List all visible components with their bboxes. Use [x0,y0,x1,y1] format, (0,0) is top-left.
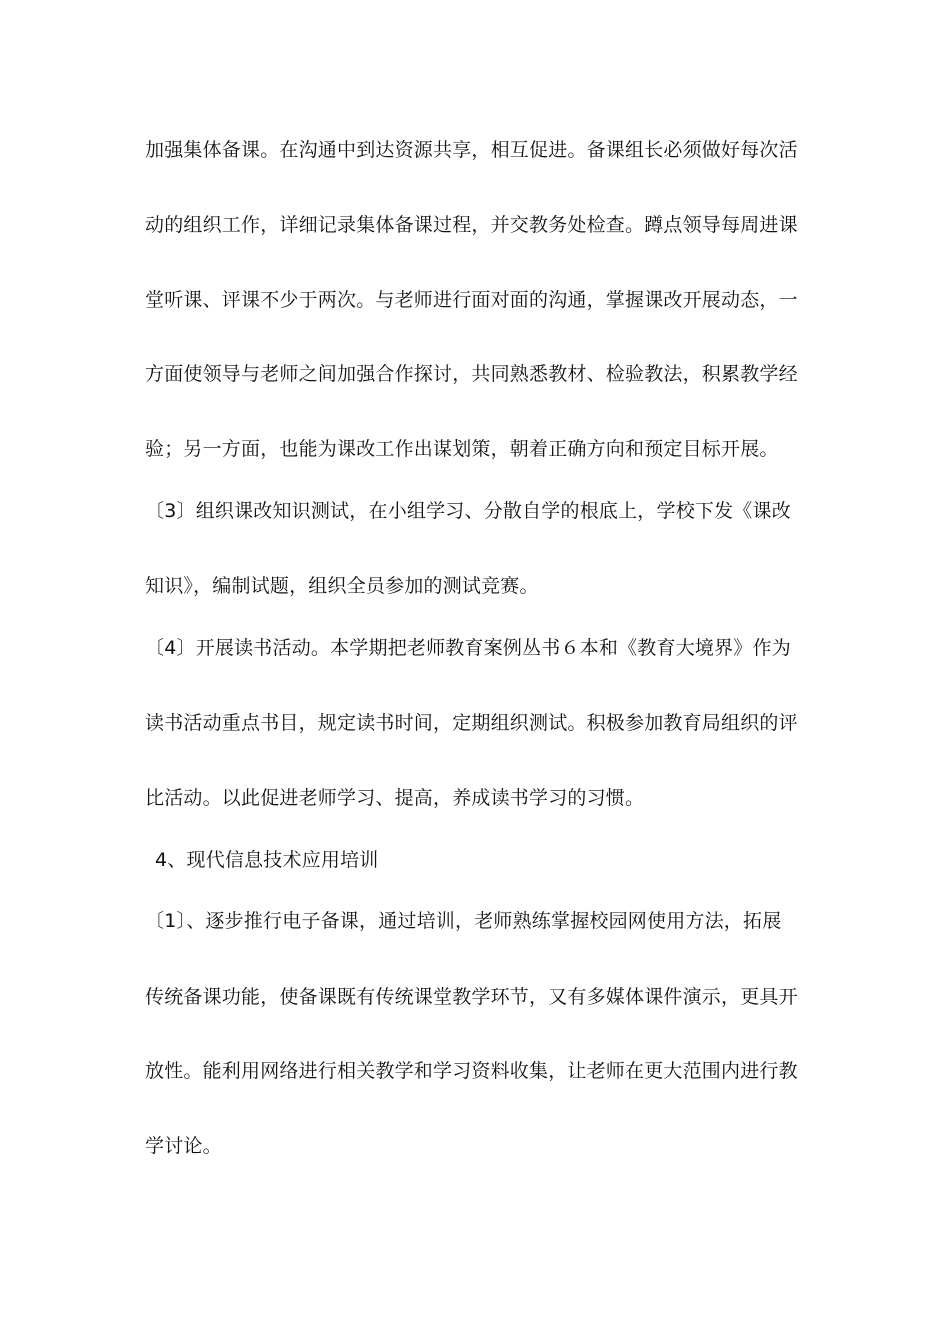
text-line-5: 验；另一方面，也能为课改工作出谋划策，朝着正确方向和预定目标开展。 [145,438,779,460]
text-line-14: 放性。能利用网络进行相关教学和学习资料收集，让老师在更大范围内进行教 [145,1060,798,1082]
text-line-4: 方面使领导与老师之间加强合作探讨，共同熟悉教材、检验教法，积累教学经 [145,363,798,385]
text-line-10: 比活动。以此促进老师学习、提高，养成读书学习的习惯。 [145,787,645,809]
text-line-8: 〔4〕开展读书活动。本学期把老师教育案例丛书６本和《教育大境界》作为 [145,637,791,659]
text-line-1: 加强集体备课。在沟通中到达资源共享，相互促进。备课组长必须做好每次活 [145,139,798,161]
text-line-9: 读书活动重点书目，规定读书时间，定期组织测试。积极参加教育局组织的评 [145,712,798,734]
text-line-7: 知识》，编制试题，组织全员参加的测试竞赛。 [145,575,539,597]
section-heading: 4、现代信息技术应用培训 [155,849,379,871]
text-line-15: 学讨论。 [145,1135,222,1157]
text-line-12: 〔1〕、逐步推行电子备课，通过培训，老师熟练掌握校园网使用方法，拓展 [145,910,782,932]
text-line-3: 堂听课、评课不少于两次。与老师进行面对面的沟通，掌握课改开展动态，一 [145,289,798,311]
text-line-2: 动的组织工作，详细记录集体备课过程，并交教务处检查。蹲点领导每周进课 [145,214,798,236]
text-line-13: 传统备课功能，使备课既有传统课堂教学环节，又有多媒体课件演示，更具开 [145,986,798,1008]
text-line-6: 〔3〕组织课改知识测试，在小组学习、分散自学的根底上，学校下发《课改 [145,500,791,522]
